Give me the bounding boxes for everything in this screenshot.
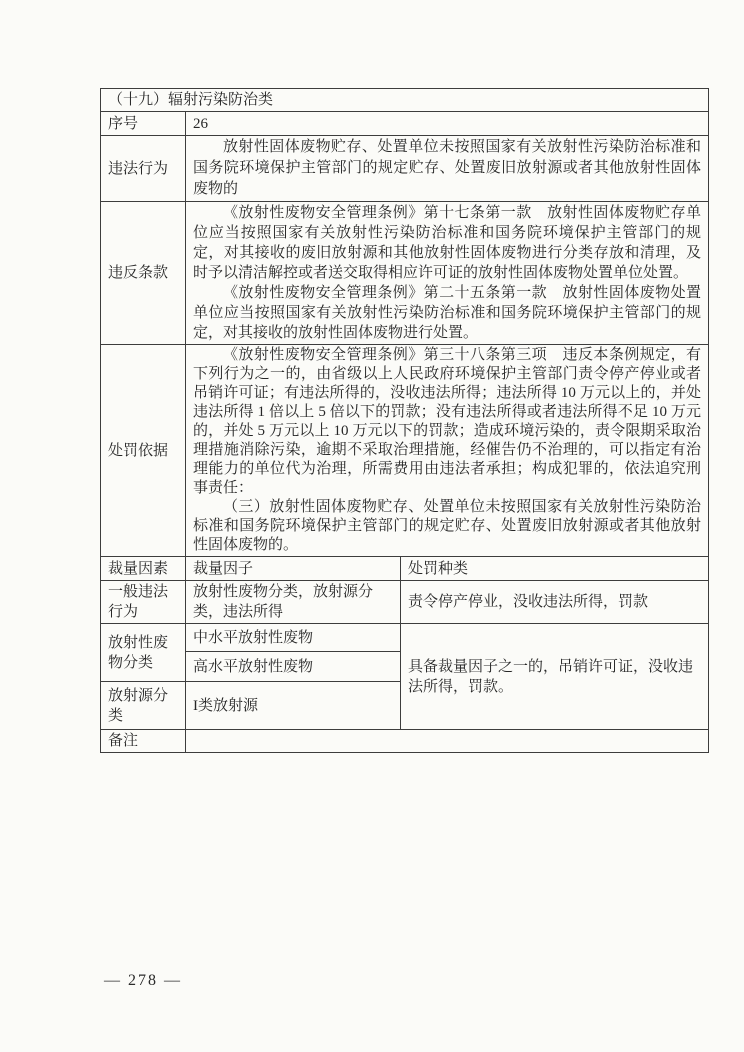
table-row: [101, 345, 709, 557]
table-row: [101, 136, 709, 202]
regulation-table: [100, 88, 709, 753]
paragraph: 放射性固体废物贮存、处置单位未按照国家有关放射性污染防治标准和国务院环境保护主管部门的规定贮存、处置废旧放射源或者其他放射性固体废物的: [193, 139, 702, 197]
discretion-factor-column-header: 裁量因子: [186, 557, 401, 581]
violated-clause-text: [186, 202, 709, 345]
illegal-act-text: [186, 136, 709, 202]
discretion-factor-row-label: 裁量因素: [101, 557, 186, 581]
source-classification-value: I类放射源: [186, 682, 401, 730]
general-violation-factors: 放射性废物分类，放射源分类，违法所得: [186, 581, 401, 624]
paragraph: 《放射性废物安全管理条例》第十七条第一款 放射性固体废物贮存单位应当按照国家有关放射性污染防治标准和国务院环境保护主管部门的规定，对其接收的废旧放射源和其他放射性固体废物进行分类存放和清理，及时予以清洁解控或者送交取得相应许可证的放射性固体废物处置单位处置。: [193, 205, 702, 281]
paragraph: （三）放射性固体废物贮存、处置单位未按照国家有关放射性污染防治标准和国务院环境保护主管部门的规定贮存、处置废旧放射源或者其他放射性固体废物的。: [193, 499, 702, 553]
table-row: [101, 730, 709, 753]
serial-label: 序号: [101, 112, 186, 136]
waste-classification-label: 放射性废物分类: [101, 624, 186, 682]
general-violation-penalty: 责令停产停业，没收违法所得，罚款: [401, 581, 709, 624]
combined-penalty-text: 具备裁量因子之一的，吊销许可证，没收违法所得，罚款。: [401, 624, 709, 730]
penalty-basis-text: [186, 345, 709, 557]
paragraph: 《放射性废物安全管理条例》第二十五条第一款 放射性固体废物处置单位应当按照国家有关放射性污染防治标准和国务院环境保护主管部门的规定，对其接收的放射性固体废物进行处置。: [193, 285, 702, 341]
table-row: [101, 112, 709, 136]
remarks-label: 备注: [101, 730, 186, 753]
table-row: [101, 89, 709, 112]
remarks-value: [186, 730, 709, 753]
category-header: （十九）辐射污染防治类: [101, 89, 709, 112]
illegal-act-label: 违法行为: [101, 136, 186, 202]
table-row: [101, 581, 709, 624]
serial-value: 26: [186, 112, 709, 136]
page-number: — 278 —: [104, 972, 182, 989]
table-row: [101, 557, 709, 581]
penalty-basis-label: 处罚依据: [101, 345, 186, 557]
paragraph: 《放射性废物安全管理条例》第三十八条第三项 违反本条例规定，有下列行为之一的，由省级以上人民政府环境保护主管部门责令停产停业或者吊销许可证；有违法所得的，没收违法所得；违法所得 10 万元以上的，并处违法所得 1 倍以上 5 倍以下的罚款；没有违法所得或者违法所得不足 10 万元的，并处 5 万元以上 10 万元以下的罚款；造成环境污染的，责令限期采取治理措施消除污染，逾期不采取治理措施，经催告仍不治理的，可以指定有治理能力的单位代为治理，所需费用由违法者承担；构成犯罪的，依法追究刑事责任：: [193, 347, 702, 496]
table-row: [101, 202, 709, 345]
violated-clause-label: 违反条款: [101, 202, 186, 345]
waste-classification-high: 高水平放射性废物: [186, 652, 401, 682]
general-violation-label: 一般违法行为: [101, 581, 186, 624]
source-classification-label: 放射源分类: [101, 682, 186, 730]
penalty-type-column-header: 处罚种类: [401, 557, 709, 581]
table-row: [101, 624, 709, 652]
waste-classification-medium: 中水平放射性废物: [186, 624, 401, 652]
